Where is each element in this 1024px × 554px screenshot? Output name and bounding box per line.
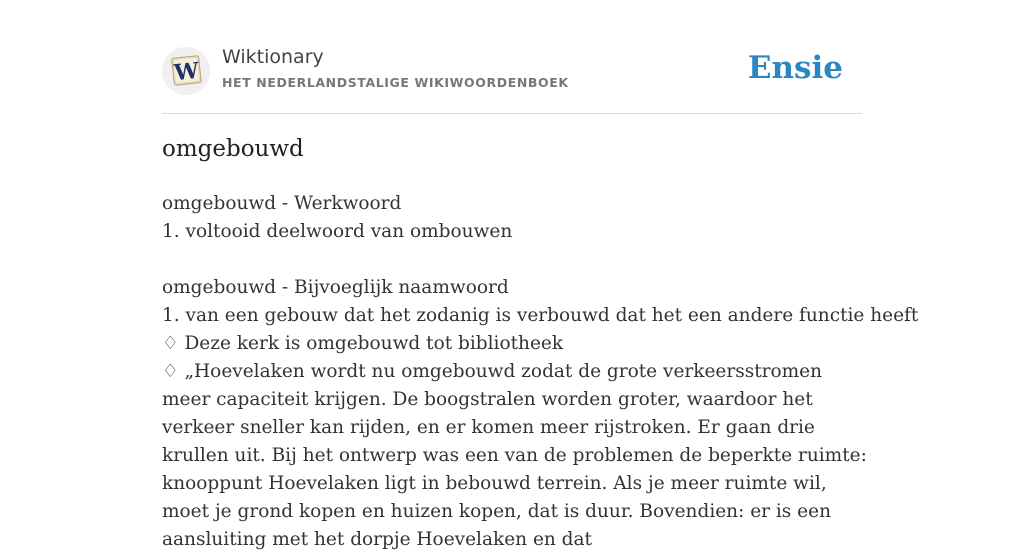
section-heading-adjective: omgebouwd - Bijvoeglijk naamwoord [162,277,509,298]
ensie-logo-link[interactable]: Ensie [747,50,843,86]
example-line: ♢ Deze kerk is omgebouwd tot bibliotheek [162,333,564,354]
section-heading-verb: omgebouwd - Werkwoord [162,193,402,214]
example-quote: ♢ „Hoevelaken wordt nu omgebouwd zodat de grote verkeersstromen meer capaciteit krijgen. De boogstralen worden groter, waardoor het verkeer sneller kan rijden, en er komen meer rijstroken. Er gaan drie krullen uit. Bij het ontwerp was een van de problemen de beperkte ruimte: knooppunt Hoevelaken ligt in bebouwd terrein. Als je meer ruimte wil, moet je grond kopen en huizen kopen, dat is duur. Bovendien: er is een aansluiting met het dorpje Hoevelaken en dat [162,361,867,550]
section-spacer [162,246,867,274]
logo-letter: W [172,57,201,87]
page-title: omgebouwd [162,136,304,162]
definition-line: 1. van een gebouw dat het zodanig is verbouwd dat het een andere functie heeft [162,305,919,326]
site-header [162,44,862,114]
site-subtitle: HET NEDERLANDSTALIGE WIKIWOORDENBOEK [222,75,569,90]
site-title[interactable]: Wiktionary [222,46,324,68]
definition-line: 1. voltooid deelwoord van ombouwen [162,221,513,242]
entry-content [162,190,919,554]
wiktionary-logo-icon[interactable] [162,47,210,95]
